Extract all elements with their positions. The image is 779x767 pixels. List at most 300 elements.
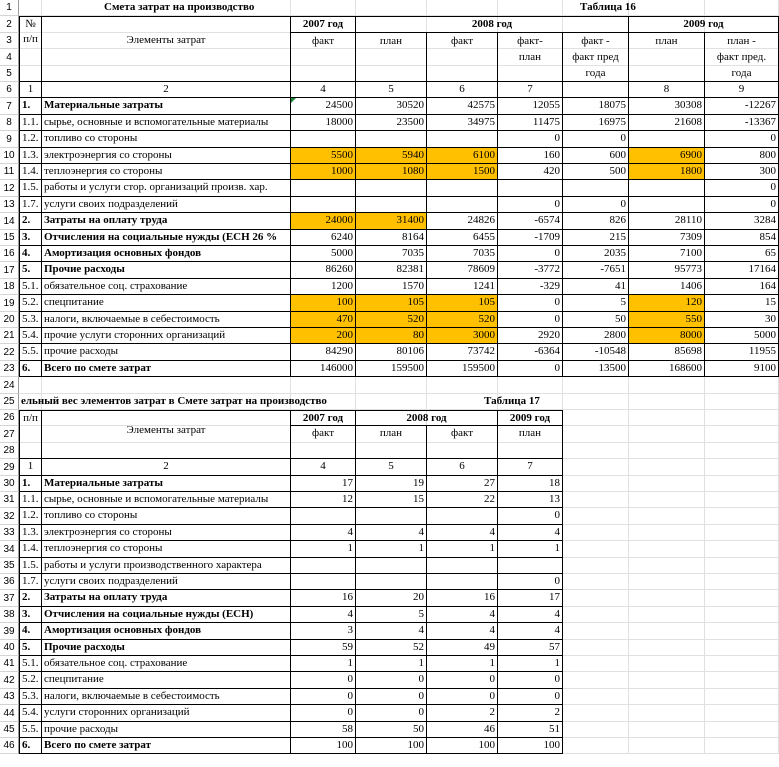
row-header[interactable]: 34: [0, 541, 19, 558]
grid-cell[interactable]: [563, 426, 629, 443]
table16-value-cell[interactable]: -6574: [498, 213, 563, 230]
table16-title[interactable]: Смета затрат на производство: [104, 1, 255, 13]
row-header[interactable]: 22: [0, 344, 19, 361]
table16-row-number[interactable]: 1.7.: [19, 197, 42, 213]
grid-cell[interactable]: [563, 377, 629, 394]
table16-value-cell[interactable]: 520: [356, 312, 427, 328]
table17-value-cell[interactable]: 4: [498, 623, 563, 640]
table16-header-elements[interactable]: [42, 16, 291, 82]
grid-cell[interactable]: [629, 722, 705, 738]
table17-value-cell[interactable]: 0: [498, 508, 563, 525]
table17-value-cell[interactable]: [291, 574, 356, 590]
table16-value-cell[interactable]: -13367: [705, 115, 779, 131]
table17-value-cell[interactable]: 57: [498, 640, 563, 656]
grid-cell[interactable]: [563, 623, 629, 640]
table16-row-name[interactable]: Прочие расходы: [42, 262, 291, 279]
table16-row-name[interactable]: прочие расходы: [42, 344, 291, 361]
table17-value-cell[interactable]: 1: [356, 656, 427, 672]
table17-row-number[interactable]: 5.4.: [19, 705, 42, 722]
table17-value-cell[interactable]: 17: [498, 590, 563, 607]
grid-cell[interactable]: [291, 377, 356, 394]
table17-value-cell[interactable]: 58: [291, 722, 356, 738]
table17-year-2009[interactable]: 2009 год: [498, 410, 563, 426]
table16-value-cell[interactable]: 520: [427, 312, 498, 328]
table16-value-cell[interactable]: -6364: [498, 344, 563, 361]
table17-year-2008[interactable]: 2008 год: [356, 410, 498, 426]
table16-value-cell[interactable]: 13500: [563, 361, 629, 377]
table17-value-cell[interactable]: 100: [356, 738, 427, 754]
table16-value-cell[interactable]: -3772: [498, 262, 563, 279]
table17-row-number[interactable]: 1.2.: [19, 508, 42, 525]
row-header[interactable]: 29: [0, 459, 19, 476]
row-header[interactable]: 4: [0, 49, 19, 66]
table16-value-cell[interactable]: 164: [705, 279, 779, 295]
table17-row-name[interactable]: прочие расходы: [42, 722, 291, 738]
table17-row-name[interactable]: услуги сторонних организаций: [42, 705, 291, 722]
grid-cell[interactable]: [42, 377, 291, 394]
table17-value-cell[interactable]: [291, 558, 356, 574]
table17-value-cell[interactable]: 0: [427, 689, 498, 705]
table16-row-number[interactable]: 5.3.: [19, 312, 42, 328]
table16-value-cell[interactable]: 1570: [356, 279, 427, 295]
table16-sub-plan-2009[interactable]: [629, 33, 705, 82]
grid-cell[interactable]: [705, 508, 779, 525]
row-header[interactable]: 6: [0, 82, 19, 98]
table16-row-name[interactable]: Амортизация основных фондов: [42, 246, 291, 262]
grid-cell[interactable]: [356, 377, 427, 394]
row-header[interactable]: 36: [0, 574, 19, 590]
table17-row-number[interactable]: 5.: [19, 640, 42, 656]
grid-cell[interactable]: [563, 443, 629, 459]
table16-value-cell[interactable]: 826: [563, 213, 629, 230]
table17-row-name[interactable]: Прочие расходы: [42, 640, 291, 656]
grid-cell[interactable]: [705, 738, 779, 754]
table16-row-number[interactable]: 5.: [19, 262, 42, 279]
grid-cell[interactable]: [629, 394, 705, 410]
table16-value-cell[interactable]: 42575: [427, 98, 498, 115]
grid-cell[interactable]: [705, 689, 779, 705]
table17-value-cell[interactable]: [427, 558, 498, 574]
table16-value-cell[interactable]: 6900: [629, 148, 705, 164]
table17-value-cell[interactable]: 0: [291, 689, 356, 705]
row-header[interactable]: 20: [0, 312, 19, 328]
table16-value-cell[interactable]: 82381: [356, 262, 427, 279]
row-header[interactable]: 7: [0, 98, 19, 115]
table16-value-cell[interactable]: 31400: [356, 213, 427, 230]
table16-row-name[interactable]: спецпитание: [42, 295, 291, 312]
row-header[interactable]: 13: [0, 197, 19, 213]
table17-sub-fact-2007[interactable]: факт: [291, 426, 356, 459]
grid-cell[interactable]: [19, 377, 42, 394]
table17-row-number[interactable]: 3.: [19, 607, 42, 623]
table17-value-cell[interactable]: 0: [291, 672, 356, 689]
table17-value-cell[interactable]: 1: [356, 541, 427, 558]
table16-colnum[interactable]: 4: [291, 82, 356, 98]
table16-value-cell[interactable]: 18075: [563, 98, 629, 115]
table17-value-cell[interactable]: 0: [498, 672, 563, 689]
table16-value-cell[interactable]: 34975: [427, 115, 498, 131]
table17-value-cell[interactable]: 4: [498, 607, 563, 623]
table17-value-cell[interactable]: 2: [427, 705, 498, 722]
table16-row-number[interactable]: 1.: [19, 98, 42, 115]
table17-value-cell[interactable]: 16: [291, 590, 356, 607]
table16-value-cell[interactable]: -1709: [498, 230, 563, 246]
grid-cell[interactable]: [563, 689, 629, 705]
table16-value-cell[interactable]: 0: [705, 131, 779, 148]
table17-value-cell[interactable]: [356, 508, 427, 525]
table16-colnum[interactable]: [563, 82, 629, 98]
table17-value-cell[interactable]: 4: [291, 525, 356, 541]
table16-colnum[interactable]: 5: [356, 82, 427, 98]
table17-header-pp[interactable]: п/п: [19, 410, 42, 459]
table16-value-cell[interactable]: [427, 197, 498, 213]
table16-sub-plan-minus-prev[interactable]: [705, 33, 779, 82]
row-header[interactable]: 35: [0, 558, 19, 574]
grid-cell[interactable]: [629, 689, 705, 705]
row-header[interactable]: 19: [0, 295, 19, 312]
table16-row-number[interactable]: 6.: [19, 361, 42, 377]
table17-value-cell[interactable]: 100: [498, 738, 563, 754]
table17-value-cell[interactable]: 4: [356, 525, 427, 541]
row-header[interactable]: 5: [0, 66, 19, 82]
table17-value-cell[interactable]: 5: [356, 607, 427, 623]
table17-row-number[interactable]: 1.3.: [19, 525, 42, 541]
table17-value-cell[interactable]: 1: [498, 656, 563, 672]
table16-row-name[interactable]: Затраты на оплату труда: [42, 213, 291, 230]
row-header[interactable]: 8: [0, 115, 19, 131]
table16-value-cell[interactable]: 6240: [291, 230, 356, 246]
table16-value-cell[interactable]: 0: [498, 312, 563, 328]
grid-cell[interactable]: [705, 492, 779, 508]
row-header[interactable]: 39: [0, 623, 19, 640]
table16-value-cell[interactable]: 0: [705, 180, 779, 197]
table16-colnum[interactable]: 8: [629, 82, 705, 98]
table16-value-cell[interactable]: 0: [705, 197, 779, 213]
table17-colnum[interactable]: 1: [19, 459, 42, 476]
table16-value-cell[interactable]: 0: [498, 295, 563, 312]
table17-row-number[interactable]: 5.5.: [19, 722, 42, 738]
table16-row-number[interactable]: 5.2.: [19, 295, 42, 312]
table16-value-cell[interactable]: 3000: [427, 328, 498, 344]
table16-value-cell[interactable]: 5940: [356, 148, 427, 164]
grid-cell[interactable]: [629, 525, 705, 541]
table16-value-cell[interactable]: 105: [427, 295, 498, 312]
row-header[interactable]: 42: [0, 672, 19, 689]
row-header[interactable]: 1: [0, 0, 19, 16]
table16-value-cell[interactable]: 84290: [291, 344, 356, 361]
grid-cell[interactable]: [563, 574, 629, 590]
row-header[interactable]: 33: [0, 525, 19, 541]
grid-cell[interactable]: [629, 705, 705, 722]
grid-cell[interactable]: [427, 0, 498, 16]
table17-row-number[interactable]: 5.2.: [19, 672, 42, 689]
grid-cell[interactable]: [629, 672, 705, 689]
table16-value-cell[interactable]: -12267: [705, 98, 779, 115]
table16-value-cell[interactable]: 5000: [705, 328, 779, 344]
table16-row-name[interactable]: услуги своих подразделений: [42, 197, 291, 213]
row-header[interactable]: 25: [0, 394, 19, 410]
table16-value-cell[interactable]: 0: [498, 197, 563, 213]
grid-cell[interactable]: [629, 410, 705, 426]
table17-value-cell[interactable]: 0: [356, 689, 427, 705]
table17-value-cell[interactable]: 4: [291, 607, 356, 623]
table17-value-cell[interactable]: 0: [356, 672, 427, 689]
table16-row-number[interactable]: 5.5.: [19, 344, 42, 361]
table17-value-cell[interactable]: 15: [356, 492, 427, 508]
grid-cell[interactable]: [427, 377, 498, 394]
grid-cell[interactable]: [356, 394, 427, 410]
table16-year-2008[interactable]: 2008 год: [356, 16, 629, 33]
table17-value-cell[interactable]: 1: [291, 541, 356, 558]
table16-value-cell[interactable]: [291, 180, 356, 197]
table16-value-cell[interactable]: 15: [705, 295, 779, 312]
table17-value-cell[interactable]: 0: [291, 705, 356, 722]
grid-cell[interactable]: [705, 705, 779, 722]
table16-value-cell[interactable]: 0: [498, 131, 563, 148]
grid-cell[interactable]: [563, 705, 629, 722]
table16-colnum[interactable]: 1: [19, 82, 42, 98]
table16-value-cell[interactable]: 30308: [629, 98, 705, 115]
grid-cell[interactable]: [563, 410, 629, 426]
table17-sub-plan-2009[interactable]: план: [498, 426, 563, 459]
table16-row-name[interactable]: налоги, включаемые в себестоимость: [42, 312, 291, 328]
table16-value-cell[interactable]: 80106: [356, 344, 427, 361]
table17-value-cell[interactable]: 0: [498, 689, 563, 705]
table16-sub-fact-2008[interactable]: [427, 33, 498, 82]
table16-value-cell[interactable]: 2800: [563, 328, 629, 344]
grid-cell[interactable]: [705, 607, 779, 623]
table16-value-cell[interactable]: 420: [498, 164, 563, 180]
row-header[interactable]: 26: [0, 410, 19, 426]
table16-value-cell[interactable]: 7100: [629, 246, 705, 262]
table16-value-cell[interactable]: 100: [291, 295, 356, 312]
grid-cell[interactable]: [563, 738, 629, 754]
grid-cell[interactable]: [629, 459, 705, 476]
table16-value-cell[interactable]: 21608: [629, 115, 705, 131]
row-header[interactable]: 44: [0, 705, 19, 722]
table16-value-cell[interactable]: [563, 180, 629, 197]
table17-row-number[interactable]: 1.5.: [19, 558, 42, 574]
table16-row-name[interactable]: электроэнергия со стороны: [42, 148, 291, 164]
table16-value-cell[interactable]: 85698: [629, 344, 705, 361]
grid-cell[interactable]: [629, 426, 705, 443]
grid-cell[interactable]: [705, 722, 779, 738]
grid-cell[interactable]: [705, 426, 779, 443]
table17-sub-fact-2008[interactable]: факт: [427, 426, 498, 459]
table17-label[interactable]: Таблица 17: [484, 395, 540, 407]
grid-cell[interactable]: [563, 394, 629, 410]
table17-colnum[interactable]: 5: [356, 459, 427, 476]
row-header[interactable]: 28: [0, 443, 19, 459]
table16-value-cell[interactable]: 470: [291, 312, 356, 328]
table16-value-cell[interactable]: 2920: [498, 328, 563, 344]
table16-value-cell[interactable]: -7651: [563, 262, 629, 279]
row-header[interactable]: 16: [0, 246, 19, 262]
table17-value-cell[interactable]: [356, 574, 427, 590]
row-header[interactable]: 9: [0, 131, 19, 148]
table16-value-cell[interactable]: 1800: [629, 164, 705, 180]
table16-row-name[interactable]: сырье, основные и вспомогательные материалы: [42, 115, 291, 131]
table17-value-cell[interactable]: 52: [356, 640, 427, 656]
table16-value-cell[interactable]: 6455: [427, 230, 498, 246]
table17-row-name[interactable]: теплоэнергия со стороны: [42, 541, 291, 558]
table16-value-cell[interactable]: 159500: [356, 361, 427, 377]
table16-value-cell[interactable]: 1406: [629, 279, 705, 295]
table16-value-cell[interactable]: 1000: [291, 164, 356, 180]
table17-row-number[interactable]: 6.: [19, 738, 42, 754]
grid-cell[interactable]: [705, 410, 779, 426]
table16-value-cell[interactable]: [498, 180, 563, 197]
table16-value-cell[interactable]: 5500: [291, 148, 356, 164]
grid-cell[interactable]: [629, 640, 705, 656]
table16-value-cell[interactable]: 24826: [427, 213, 498, 230]
table17-row-number[interactable]: 1.7.: [19, 574, 42, 590]
table16-row-number[interactable]: 1.2.: [19, 131, 42, 148]
table17-colnum[interactable]: 2: [42, 459, 291, 476]
table16-value-cell[interactable]: 12055: [498, 98, 563, 115]
table16-value-cell[interactable]: 7035: [356, 246, 427, 262]
table16-value-cell[interactable]: 1080: [356, 164, 427, 180]
grid-cell[interactable]: [629, 508, 705, 525]
table16-value-cell[interactable]: 1241: [427, 279, 498, 295]
table16-value-cell[interactable]: -329: [498, 279, 563, 295]
grid-cell[interactable]: [563, 525, 629, 541]
table16-value-cell[interactable]: 86260: [291, 262, 356, 279]
table16-year-2009[interactable]: 2009 год: [629, 16, 779, 33]
table16-value-cell[interactable]: 0: [498, 361, 563, 377]
grid-cell[interactable]: [563, 459, 629, 476]
grid-cell[interactable]: [629, 607, 705, 623]
row-header[interactable]: 24: [0, 377, 19, 394]
table16-value-cell[interactable]: [291, 131, 356, 148]
table16-value-cell[interactable]: 120: [629, 295, 705, 312]
table17-row-number[interactable]: 4.: [19, 623, 42, 640]
table16-value-cell[interactable]: [356, 180, 427, 197]
table16-value-cell[interactable]: [356, 197, 427, 213]
table16-value-cell[interactable]: 500: [563, 164, 629, 180]
table16-value-cell[interactable]: -10548: [563, 344, 629, 361]
table17-value-cell[interactable]: 4: [427, 525, 498, 541]
table16-row-number[interactable]: 5.4.: [19, 328, 42, 344]
grid-cell[interactable]: [629, 574, 705, 590]
table17-row-name[interactable]: сырье, основные и вспомогательные материалы: [42, 492, 291, 508]
table17-value-cell[interactable]: [427, 574, 498, 590]
table17-row-name[interactable]: Всего по смете затрат: [42, 738, 291, 754]
table17-value-cell[interactable]: 4: [427, 623, 498, 640]
table16-row-name[interactable]: обязательное соц. страхование: [42, 279, 291, 295]
row-header[interactable]: 32: [0, 508, 19, 525]
row-header[interactable]: 12: [0, 180, 19, 197]
table17-value-cell[interactable]: 51: [498, 722, 563, 738]
table16-value-cell[interactable]: 2035: [563, 246, 629, 262]
table16-sub-fact-minus-prev[interactable]: [563, 33, 629, 82]
table17-row-name[interactable]: работы и услуги производственного характера: [42, 558, 291, 574]
table16-value-cell[interactable]: 3284: [705, 213, 779, 230]
table16-value-cell[interactable]: 146000: [291, 361, 356, 377]
table17-value-cell[interactable]: 4: [356, 623, 427, 640]
table17-value-cell[interactable]: 2: [498, 705, 563, 722]
table16-value-cell[interactable]: 0: [563, 131, 629, 148]
table17-row-name[interactable]: топливо со стороны: [42, 508, 291, 525]
table17-value-cell[interactable]: 49: [427, 640, 498, 656]
table16-value-cell[interactable]: 9100: [705, 361, 779, 377]
table17-value-cell[interactable]: [356, 558, 427, 574]
table17-value-cell[interactable]: [498, 558, 563, 574]
table16-value-cell[interactable]: 11475: [498, 115, 563, 131]
row-header[interactable]: 2: [0, 16, 19, 33]
table17-value-cell[interactable]: 12: [291, 492, 356, 508]
table17-value-cell[interactable]: 4: [427, 607, 498, 623]
table17-value-cell[interactable]: 0: [427, 672, 498, 689]
table17-row-name[interactable]: Отчисления на социальные нужды (ЕСН): [42, 607, 291, 623]
table16-value-cell[interactable]: 95773: [629, 262, 705, 279]
table16-value-cell[interactable]: 24500: [291, 98, 356, 115]
table17-row-number[interactable]: 1.: [19, 476, 42, 492]
grid-cell[interactable]: [705, 459, 779, 476]
grid-cell[interactable]: [705, 443, 779, 459]
table16-row-name[interactable]: прочие услуги сторонних организаций: [42, 328, 291, 344]
table17-value-cell[interactable]: 1: [498, 541, 563, 558]
table16-value-cell[interactable]: 800: [705, 148, 779, 164]
table17-value-cell[interactable]: 1: [427, 656, 498, 672]
row-header[interactable]: 40: [0, 640, 19, 656]
grid-cell[interactable]: [629, 623, 705, 640]
table16-row-number[interactable]: 2.: [19, 213, 42, 230]
grid-cell[interactable]: [563, 558, 629, 574]
row-header[interactable]: 15: [0, 230, 19, 246]
table16-row-number[interactable]: 1.5.: [19, 180, 42, 197]
table16-row-number[interactable]: 1.1.: [19, 115, 42, 131]
table17-row-number[interactable]: 1.4.: [19, 541, 42, 558]
grid-cell[interactable]: [705, 377, 779, 394]
table17-sub-plan-2008[interactable]: план: [356, 426, 427, 459]
table16-value-cell[interactable]: 5: [563, 295, 629, 312]
table16-row-name[interactable]: топливо со стороны: [42, 131, 291, 148]
table16-value-cell[interactable]: 16975: [563, 115, 629, 131]
table16-value-cell[interactable]: 18000: [291, 115, 356, 131]
table16-row-number[interactable]: 1.3.: [19, 148, 42, 164]
grid-cell[interactable]: [629, 656, 705, 672]
grid-cell[interactable]: [705, 558, 779, 574]
table16-value-cell[interactable]: 160: [498, 148, 563, 164]
table17-value-cell[interactable]: 100: [427, 738, 498, 754]
row-header[interactable]: 18: [0, 279, 19, 295]
table16-row-name[interactable]: Материальные затраты: [42, 98, 291, 115]
table16-colnum[interactable]: 7: [498, 82, 563, 98]
row-header[interactable]: 38: [0, 607, 19, 623]
grid-cell[interactable]: [498, 0, 563, 16]
table16-value-cell[interactable]: [629, 197, 705, 213]
table16-value-cell[interactable]: 0: [563, 197, 629, 213]
table16-colnum[interactable]: 6: [427, 82, 498, 98]
table17-value-cell[interactable]: 100: [291, 738, 356, 754]
table16-value-cell[interactable]: [629, 131, 705, 148]
table16-value-cell[interactable]: 854: [705, 230, 779, 246]
table16-value-cell[interactable]: [291, 197, 356, 213]
table16-value-cell[interactable]: 200: [291, 328, 356, 344]
grid-cell[interactable]: [629, 492, 705, 508]
grid-cell[interactable]: [563, 672, 629, 689]
grid-cell[interactable]: [19, 0, 42, 16]
grid-cell[interactable]: [705, 623, 779, 640]
table16-value-cell[interactable]: 8164: [356, 230, 427, 246]
table17-colnum[interactable]: 7: [498, 459, 563, 476]
table16-value-cell[interactable]: 24000: [291, 213, 356, 230]
table16-value-cell[interactable]: 17164: [705, 262, 779, 279]
table17-row-name[interactable]: налоги, включаемые в себестоимость: [42, 689, 291, 705]
table17-value-cell[interactable]: 50: [356, 722, 427, 738]
grid-cell[interactable]: [563, 476, 629, 492]
